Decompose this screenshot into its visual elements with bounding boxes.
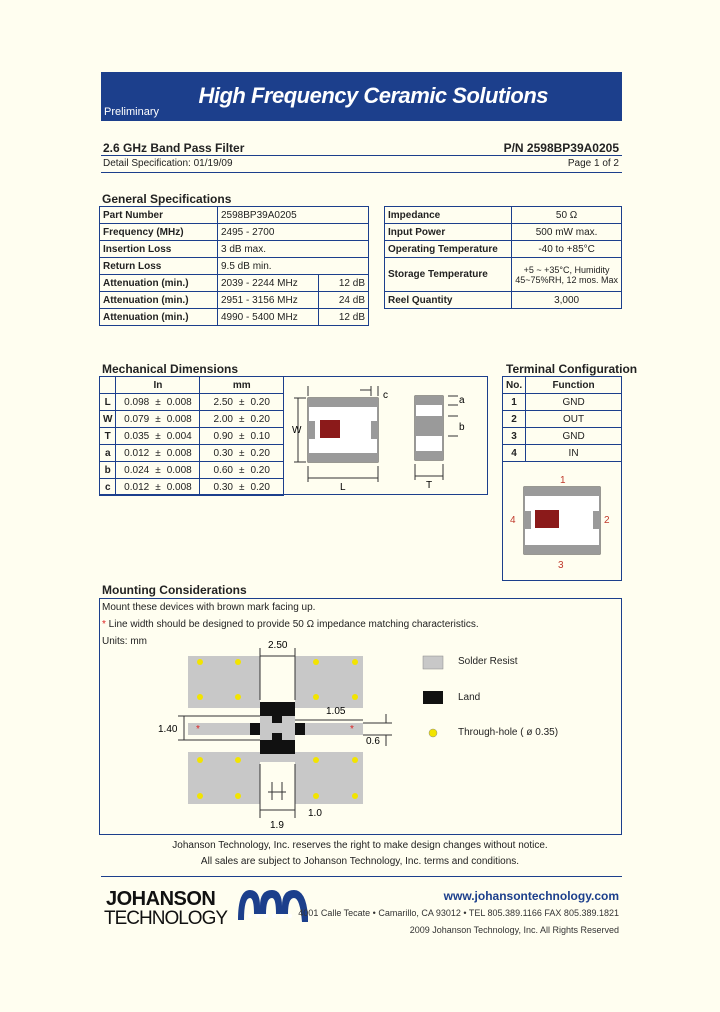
spec-row: [385, 224, 622, 241]
spec-label: Attenuation (min.): [100, 275, 218, 292]
col-in: In: [116, 377, 200, 394]
spec-row: [100, 241, 369, 258]
spec-extra: 12 dB: [319, 309, 369, 326]
notice-design: Johanson Technology, Inc. reserves the right to make design changes without notice.: [172, 840, 548, 851]
header-banner: [101, 72, 622, 121]
general-spec-left-table: [99, 206, 369, 326]
spec-value: -40 to +85°C: [512, 241, 622, 258]
terminal-function: GND: [526, 428, 622, 445]
spec-label: Insertion Loss: [100, 241, 218, 258]
dim-mm: 0.60 ± 0.20: [200, 462, 284, 479]
dim-inch: 0.012 ± 0.008: [116, 445, 200, 462]
mounting-line2: * Line width should be designed to provide 50 Ω impedance matching characteristics.: [102, 619, 479, 630]
spec-label: Impedance: [385, 207, 512, 224]
spec-value: 4990 - 5400 MHz: [218, 309, 319, 326]
legend-land: Land: [458, 692, 481, 703]
dimension-row: [100, 411, 284, 428]
spec-value: 2495 - 2700: [218, 224, 369, 241]
dim-inch: 0.098 ± 0.008: [116, 394, 200, 411]
svg-text:*: *: [196, 724, 200, 735]
dimension-row: [100, 394, 284, 411]
svg-text:W: W: [292, 425, 302, 436]
col-no: No.: [503, 377, 526, 394]
terminal-row: [503, 394, 622, 411]
terminal-no: 3: [503, 428, 526, 445]
terminal-right: [371, 421, 378, 439]
logo-technology: TECHNOLOGY: [104, 908, 228, 929]
spec-extra: 24 dB: [319, 292, 369, 309]
terminal-function: OUT: [526, 411, 622, 428]
terminal-function: GND: [526, 394, 622, 411]
mech-dim-title: Mechanical Dimensions: [102, 362, 239, 376]
spec-value: 3,000: [512, 292, 622, 309]
svg-text:L: L: [340, 482, 346, 493]
legend-solder-resist: Solder Resist: [458, 656, 518, 667]
dim-inch: 0.035 ± 0.004: [116, 428, 200, 445]
dim-key: L: [100, 394, 116, 411]
terminal-table: [502, 376, 622, 462]
svg-text:c: c: [383, 390, 388, 401]
svg-text:1.9: 1.9: [270, 820, 284, 831]
logo-waves-icon: [236, 886, 316, 924]
svg-text:3: 3: [558, 560, 564, 571]
spec-value: 500 mW max.: [512, 224, 622, 241]
spec-label: Return Loss: [100, 258, 218, 275]
mounting-units: Units: mm: [102, 636, 147, 647]
dimension-row: [100, 428, 284, 445]
spec-value: 9.5 dB min.: [218, 258, 369, 275]
spec-label: Storage Temperature: [385, 258, 512, 292]
dim-mm: 0.90 ± 0.10: [200, 428, 284, 445]
product-name: 2.6 GHz Band Pass Filter: [103, 141, 245, 155]
terminal-function: IN: [526, 445, 622, 462]
legend-through-hole: Through-hole ( ø 0.35): [458, 727, 559, 738]
detail-spec: Detail Specification: 01/19/09: [103, 158, 233, 169]
mounting-line1: Mount these devices with brown mark facing up.: [102, 602, 316, 613]
svg-text:T: T: [426, 480, 433, 491]
svg-text:2: 2: [604, 515, 610, 526]
page-number: Page 1 of 2: [567, 158, 619, 169]
spec-row: [385, 241, 622, 258]
dim-inch: 0.079 ± 0.008: [116, 411, 200, 428]
spec-label: Attenuation (min.): [100, 309, 218, 326]
spec-value: 3 dB max.: [218, 241, 369, 258]
dim-key: T: [100, 428, 116, 445]
spec-value: 2039 - 2244 MHz: [218, 275, 319, 292]
spec-label: Operating Temperature: [385, 241, 512, 258]
terminal-row: [503, 411, 622, 428]
spec-value: 2951 - 3156 MHz: [218, 292, 319, 309]
website-url[interactable]: www.johansontechnology.com: [443, 889, 619, 903]
spec-label: Reel Quantity: [385, 292, 512, 309]
dimension-row: [100, 462, 284, 479]
dim-mm: 2.00 ± 0.20: [200, 411, 284, 428]
address: 4001 Calle Tecate • Camarillo, CA 93012 • TEL 805.389.1166 FAX 805.389.1821: [298, 908, 619, 918]
dimension-row: [100, 445, 284, 462]
page-title: High Frequency Ceramic Solutions: [198, 83, 548, 108]
spec-row: [100, 292, 369, 309]
svg-text:a: a: [459, 395, 465, 406]
spec-row: [100, 258, 369, 275]
terminal-diagram: [503, 468, 621, 580]
dim-inch: 0.024 ± 0.008: [116, 462, 200, 479]
svg-text:2.50: 2.50: [268, 640, 288, 651]
spec-label: Part Number: [100, 207, 218, 224]
dim-key: b: [100, 462, 116, 479]
terminal-no: 1: [503, 394, 526, 411]
dim-key: a: [100, 445, 116, 462]
terminal-top: [308, 398, 378, 407]
mounting-title: Mounting Considerations: [102, 583, 247, 597]
svg-text:0.6: 0.6: [366, 736, 380, 747]
copyright: 2009 Johanson Technology, Inc. All Rights Reserved: [409, 925, 619, 935]
svg-text:*: *: [350, 724, 354, 735]
spec-row: [100, 309, 369, 326]
dim-mm: 0.30 ± 0.20: [200, 445, 284, 462]
dim-inch: 0.012 ± 0.008: [116, 479, 200, 496]
spec-row: [100, 224, 369, 241]
col-mm: mm: [200, 377, 284, 394]
spec-value: 2598BP39A0205: [218, 207, 369, 224]
dim-mm: 0.30 ± 0.20: [200, 479, 284, 496]
terminal-row: [503, 428, 622, 445]
mech-dim-table: [99, 376, 284, 496]
dim-key: W: [100, 411, 116, 428]
spec-value: 50 Ω: [512, 207, 622, 224]
general-spec-title: General Specifications: [102, 192, 232, 206]
svg-text:1.05: 1.05: [326, 706, 346, 717]
terminal-config-title: Terminal Configuration: [506, 362, 638, 376]
general-spec-right-table: [384, 206, 622, 309]
logo-johanson: JOHANSON: [106, 888, 216, 910]
spec-extra: 12 dB: [319, 275, 369, 292]
brown-mark: [320, 420, 340, 438]
spec-row: [385, 258, 622, 292]
dim-mm: 2.50 ± 0.20: [200, 394, 284, 411]
spec-label: Input Power: [385, 224, 512, 241]
svg-text:1.40: 1.40: [158, 724, 178, 735]
svg-text:1: 1: [560, 475, 566, 486]
spec-label: Frequency (MHz): [100, 224, 218, 241]
terminal-left: [308, 421, 315, 439]
spec-value: +5 ~ +35°C, Humidity 45~75%RH, 12 mos. Max: [512, 258, 622, 292]
spec-row: [385, 292, 622, 309]
svg-text:b: b: [459, 422, 465, 433]
spec-row: [100, 275, 369, 292]
dimension-row: [100, 479, 284, 496]
terminal-no: 2: [503, 411, 526, 428]
notice-terms: All sales are subject to Johanson Technology, Inc. terms and conditions.: [200, 856, 520, 867]
terminal-bottom: [308, 453, 378, 462]
spec-row: [385, 207, 622, 224]
preliminary-label: Preliminary: [104, 106, 160, 118]
dimension-drawing: [290, 378, 486, 494]
col-function: Function: [526, 377, 622, 394]
terminal-row: [503, 445, 622, 462]
spec-label: Attenuation (min.): [100, 292, 218, 309]
dim-key: c: [100, 479, 116, 496]
part-number: P/N 2598BP39A0205: [503, 141, 619, 155]
svg-text:1.0: 1.0: [308, 808, 322, 819]
svg-text:4: 4: [510, 515, 516, 526]
spec-row: [100, 207, 369, 224]
terminal-no: 4: [503, 445, 526, 462]
